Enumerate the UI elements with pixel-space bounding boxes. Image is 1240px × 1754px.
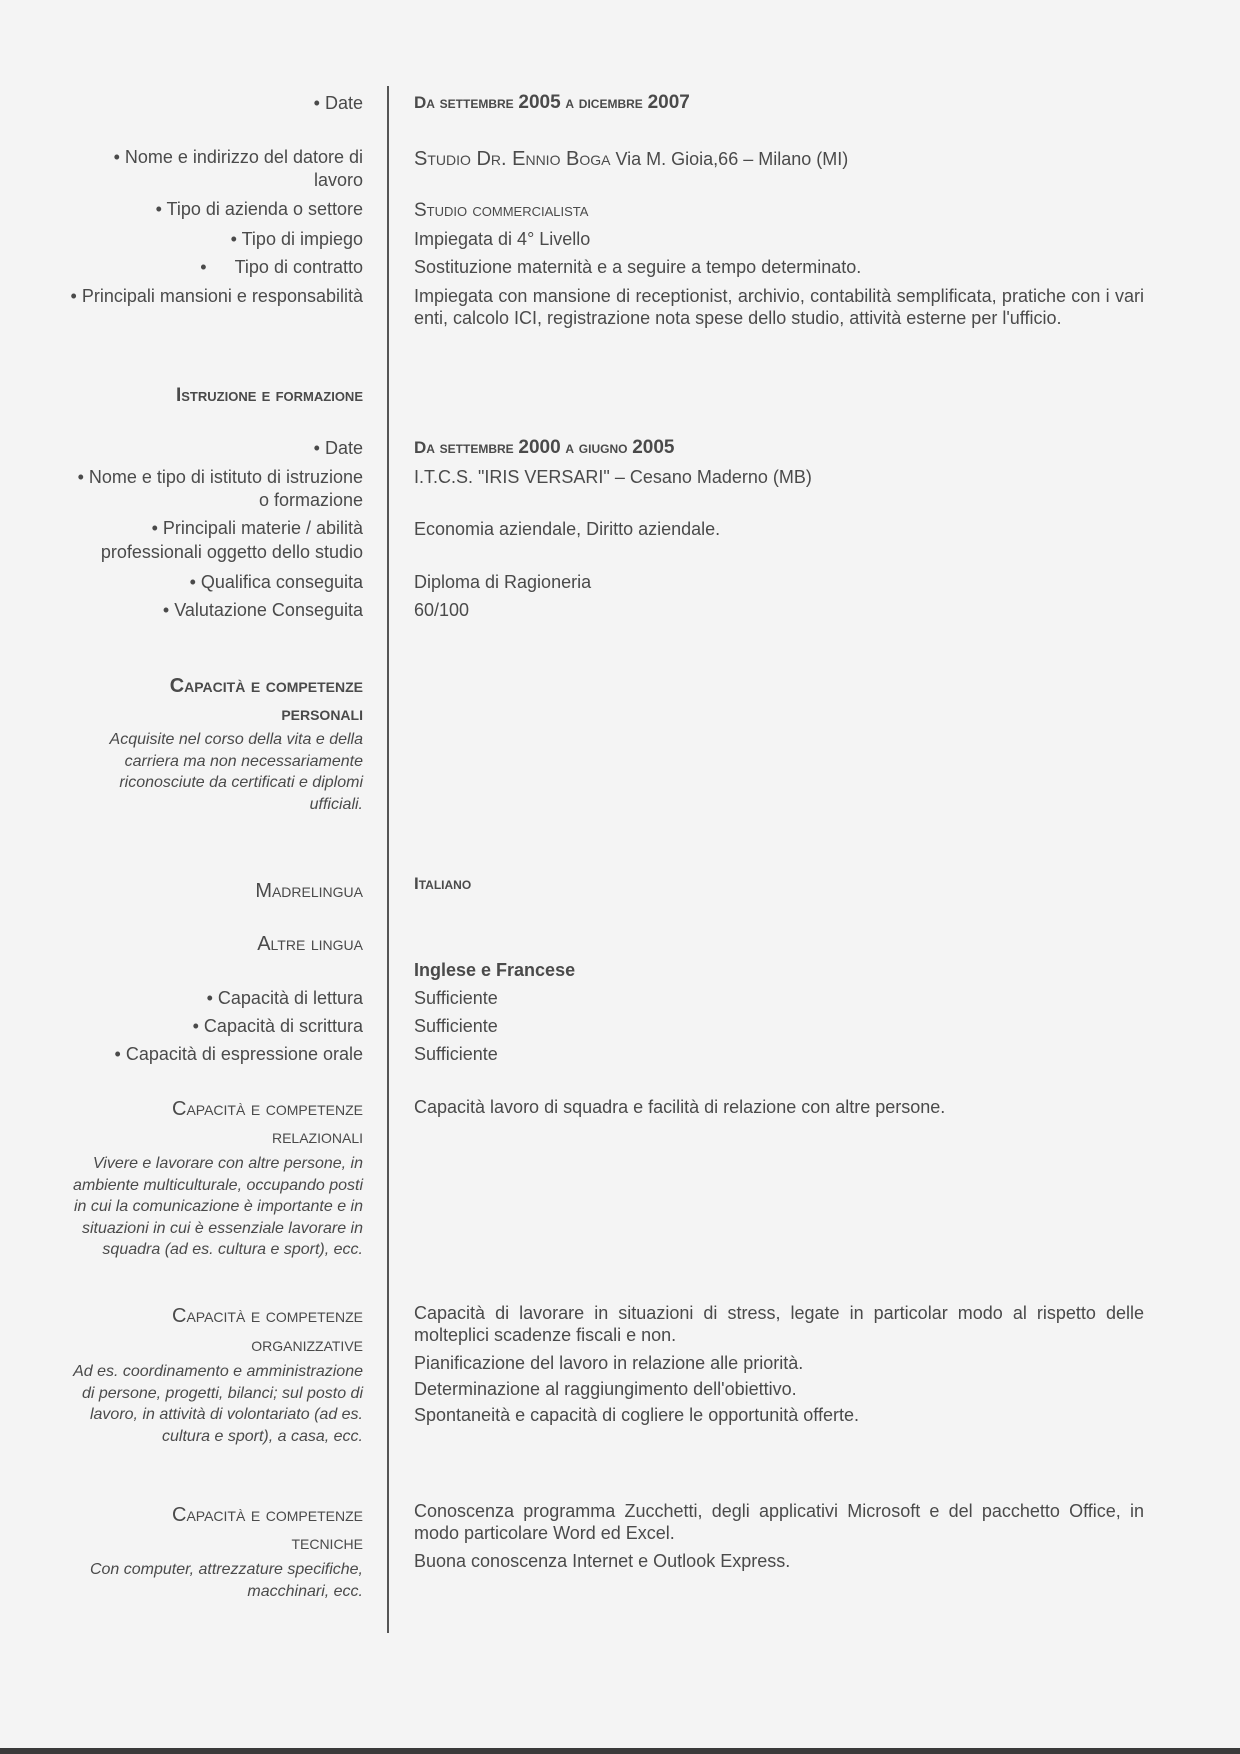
speaking-label: • Capacità di espressione orale <box>114 1044 363 1064</box>
work-date-to: 2007 <box>647 92 690 113</box>
other-languages-value: Inglese e Francese <box>414 960 576 980</box>
technical-value-1: Conoscenza programma Zucchetti, degli applicativi Microsoft e del pacchetto Office, in modo particolare Word ed Excel. <box>414 1501 1144 1543</box>
speaking-value: Sufficiente <box>414 1044 498 1064</box>
work-date-value <box>414 92 690 114</box>
reading-value: Sufficiente <box>414 988 498 1008</box>
subjects-value: Economia aziendale, Diritto aziendale. <box>414 519 721 539</box>
edu-date-prefix: Da settembre <box>414 438 514 457</box>
edu-date-from: 2000 <box>518 437 561 458</box>
work-date-from: 2005 <box>518 92 561 113</box>
work-date-label: • Date <box>313 93 363 113</box>
grade-value: 60/100 <box>414 600 470 620</box>
personal-note: Acquisite nel corso della vita e della carriera ma non necessariamente riconosciute da certificati e diplomi ufficiali. <box>109 731 363 813</box>
qualification-label: • Qualifica conseguita <box>189 572 363 592</box>
personal-heading-line-2: personali <box>281 703 363 725</box>
organizational-note: Ad es. coordinamento e amministrazione di persone, progetti, bilanci; sul posto di lavoro, in attività di volontariato (ad es. cultura e sport), a casa, ecc. <box>73 1363 363 1445</box>
employer-name: Studio Dr. Ennio Boga <box>414 148 611 170</box>
organizational-value-2: Pianificazione del lavoro in relazione alle priorità. <box>414 1353 804 1373</box>
institute-value: I.T.C.S. "IRIS VERSARI" – Cesano Maderno (MB) <box>414 467 812 487</box>
grade-label: • Valutazione Conseguita <box>162 600 363 620</box>
employer-address: Via M. Gioia,66 – Milano (MI) <box>610 149 849 169</box>
mother-tongue-label: Madrelingua <box>255 880 363 902</box>
technical-heading-line-2: tecniche <box>291 1532 363 1554</box>
work-date-prefix: Da settembre <box>414 93 514 112</box>
employer-value <box>414 148 848 170</box>
edu-date-mid: a giugno <box>565 438 628 457</box>
technical-heading-line-1: Capacità e competenze <box>172 1504 363 1526</box>
personal-heading-line-1: Capacità e competenze <box>169 675 363 697</box>
writing-label: • Capacità di scrittura <box>192 1016 363 1036</box>
duties-value: Impiegata con mansione di receptionist, archivio, contabilità semplificata, pratiche con i vari enti, calcolo ICI, registrazione nota spese dello studio, attività esterne per l'ufficio. <box>414 286 1144 328</box>
education-heading: Istruzione e formazione <box>175 385 363 406</box>
institute-label-line-2: o formazione <box>258 490 363 510</box>
technical-value-2: Buona conoscenza Internet e Outlook Express. <box>414 1551 791 1571</box>
job-type-label: • Tipo di impiego <box>230 229 363 249</box>
organizational-value-4: Spontaneità e capacità di cogliere le opportunità offerte. <box>414 1405 859 1425</box>
relational-heading-line-1: Capacità e competenze <box>172 1098 363 1120</box>
relational-value: Capacità lavoro di squadra e facilità di relazione con altre persone. <box>414 1097 946 1117</box>
employer-label-line-2: lavoro <box>313 170 363 190</box>
technical-note: Con computer, attrezzature specifiche, macchinari, ecc. <box>89 1561 363 1600</box>
scan-bottom-edge <box>0 1748 1240 1754</box>
edu-date-label: • Date <box>313 438 363 458</box>
edu-date-value <box>414 437 675 459</box>
reading-label: • Capacità di lettura <box>206 988 363 1008</box>
sector-value: Studio commercialista <box>414 200 589 221</box>
subjects-label-line-1: • Principali materie / abilità <box>151 518 363 538</box>
job-type-value: Impiegata di 4° Livello <box>414 229 591 249</box>
column-divider <box>387 86 389 1633</box>
writing-value: Sufficiente <box>414 1016 498 1036</box>
edu-date-to: 2005 <box>632 437 675 458</box>
mother-tongue-value: Italiano <box>414 874 472 893</box>
contract-label <box>200 256 363 278</box>
contract-value: Sostituzione maternità e a seguire a tempo determinato. <box>414 257 862 277</box>
sector-label: • Tipo di azienda o settore <box>155 199 363 219</box>
organizational-heading-line-2: organizzative <box>251 1334 363 1356</box>
organizational-heading-line-1: Capacità e competenze <box>172 1305 363 1327</box>
contract-label-text: Tipo di contratto <box>234 257 363 277</box>
employer-label-line-1: • Nome e indirizzo del datore di <box>113 147 363 167</box>
institute-label-line-1: • Nome e tipo di istituto di istruzione <box>77 467 363 487</box>
work-date-mid: a dicembre <box>565 93 643 112</box>
relational-heading-line-2: relazionali <box>271 1126 363 1148</box>
organizational-value-1: Capacità di lavorare in situazioni di stress, legate in particolar modo al rispetto delle molteplici scadenze fiscali e non. <box>414 1303 1144 1345</box>
qualification-value: Diploma di Ragioneria <box>414 572 592 592</box>
duties-label: • Principali mansioni e responsabilità <box>70 286 363 306</box>
relational-note: Vivere e lavorare con altre persone, in ambiente multiculturale, occupando posti in cui la comunicazione è importante e in situazioni in cui è essenziale lavorare in squadra (ad es. cultura e sport), ecc. <box>73 1155 363 1258</box>
subjects-label-line-2: professionali oggetto dello studio <box>100 542 363 562</box>
other-languages-label: Altre lingua <box>257 933 363 955</box>
organizational-value-3: Determinazione al raggiungimento dell'obiettivo. <box>414 1379 797 1399</box>
contract-bullet: • <box>200 257 207 277</box>
